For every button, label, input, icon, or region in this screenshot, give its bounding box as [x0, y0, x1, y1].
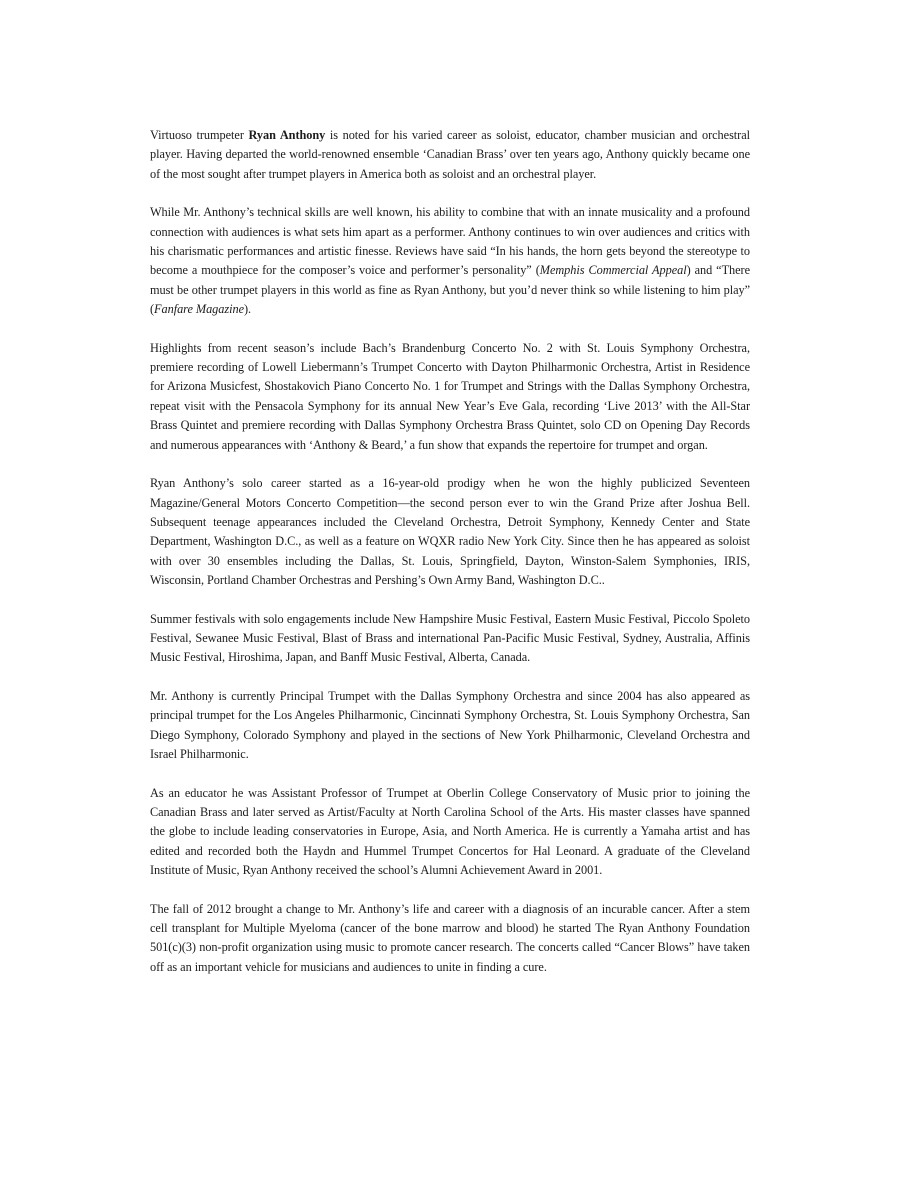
paragraph-principal-trumpet: Mr. Anthony is currently Principal Trumpet with the Dallas Symphony Orchestra and since 2004 has also appeared as principal trumpet for the Los Angeles Philharmonic, Cincinnati Symphony Orchestra, St. Louis Symphony Orchestra, San Diego Symphony, Colorado Symphony and played in the sections of New York Philharmonic, Cleveland Orchestra and Israel Philharmonic.	[150, 688, 750, 761]
paragraph-foundation: The fall of 2012 brought a change to Mr. Anthony’s life and career with a diagnosis of an incurable cancer. After a stem cell transplant for Multiple Myeloma (cancer of the bone marrow and blood) he started The Ryan Anthony Foundation 501(c)(3) non-profit organization using music to promote cancer research. The concerts called “Cancer Blows” have taken off as an important vehicle for musicians and audiences to unite in finding a cure.	[150, 901, 750, 974]
intro-lead: Virtuoso trumpeter	[150, 128, 249, 142]
reviews-text-3: ).	[243, 302, 252, 317]
paragraph-highlights: Highlights from recent season’s include Bach’s Brandenburg Concerto No. 2 with St. Louis Symphony Orchestra, premiere recording of Lowell Liebermann’s Trumpet Concerto with Dayton Philharmonic Orchestra, Artist in Residence for Arizona Musicfest, Shostakovich Piano Concerto No. 1 for Trumpet and Strings with the Dallas Symphony Orchestra, repeat visit with the Pensacola Symphony for its annual New Year’s Eve Gala, recording ‘Live 2013’ with the All-Star Brass Quintet and premiere recording with Dallas Symphony Orchestra Brass Quintet, solo CD on Opening Day Records and numerous appearances with ‘Anthony & Beard,’ a fun show that expands the repertoire for trumpet and organ.	[150, 340, 750, 452]
reviews-text-1: While Mr. Anthony’s technical skills are well known, his ability to combine that with an innate musicality and a profound connection with audiences is what sets him apart as a performer. Anthony continues to win over audiences and critics with his charismatic performances and artistic finesse. Reviews have said “In his hands, the horn gets beyond the stereotype to become a mouthpiece for the composer’s voice and performer’s personality” (	[150, 205, 750, 278]
biography-text	[150, 126, 750, 996]
review-source-1: Memphis Commercial Appeal	[539, 263, 687, 278]
review-source-2: Fanfare Magazine	[154, 302, 244, 317]
intro-rest: is noted for his varied career as soloist, educator, chamber musician and orchestral player. Having departed the world-renowned ensemble ‘Canadian Brass’ over ten years ago, Anthony quickly became one of the most sought after trumpet players in America both as soloist and an orchestral player.	[150, 128, 750, 181]
reviews-text-2: ) and “There must be other trumpet players in this world as fine as Ryan Anthony, but you’d never think so while listening to him play” (	[150, 263, 750, 317]
artist-name: Ryan Anthony	[248, 128, 326, 142]
paragraph-reviews	[150, 203, 750, 319]
paragraph-educator: As an educator he was Assistant Professor of Trumpet at Oberlin College Conservatory of Music prior to joining the Canadian Brass and later served as Artist/Faculty at North Carolina School of the Arts. His master classes have spanned the globe to include leading conservatories in Europe, Asia, and North America. He is currently a Yamaha artist and has edited and recorded both the Haydn and Hummel Trumpet Concertos for Hal Leonard. A graduate of the Cleveland Institute of Music, Ryan Anthony received the school’s Alumni Achievement Award in 2001.	[150, 785, 750, 878]
paragraph-festivals: Summer festivals with solo engagements include New Hampshire Music Festival, Eastern Music Festival, Piccolo Spoleto Festival, Sewanee Music Festival, Blast of Brass and international Pan-Pacific Music Festival, Sydney, Australia, Affinis Music Festival, Hiroshima, Japan, and Banff Music Festival, Alberta, Canada.	[150, 611, 750, 665]
paragraph-intro	[150, 126, 750, 184]
paragraph-solo-career: Ryan Anthony’s solo career started as a 16-year-old prodigy when he won the highly publicized Seventeen Magazine/General Motors Concerto Competition—the second person ever to win the Grand Prize after Joshua Bell. Subsequent teenage appearances included the Cleveland Orchestra, Detroit Symphony, Kennedy Center and State Department, Washington D.C., as well as a feature on WQXR radio New York City. Since then he has appeared as soloist with over 30 ensembles including the Dallas, St. Louis, Springfield, Dayton, Winston-Salem Symphonies, IRIS, Wisconsin, Portland Chamber Orchestras and Pershing’s Own Army Band, Washington D.C..	[150, 476, 750, 587]
